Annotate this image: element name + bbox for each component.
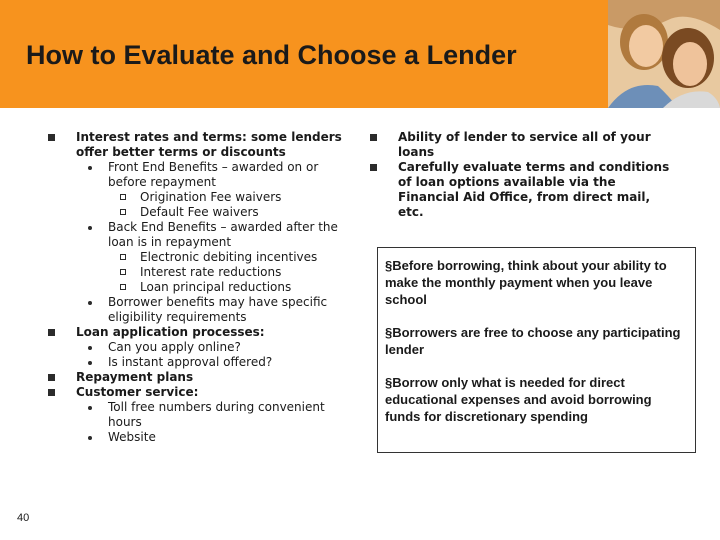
dot-bullet-icon [88,361,92,365]
tip-paragraph: §Before borrowing, think about your ability to make the monthly payment when you leave school [385,258,667,307]
square-bullet-icon [48,134,55,141]
sub-bullet [76,400,348,430]
detail-bullet [108,280,348,295]
sub-bullet-text: Can you apply online? [108,340,241,354]
dot-bullet-icon [88,301,92,305]
detail-bullet [108,265,348,280]
left-bullet-column [48,130,348,445]
bullet-text: Interest rates and terms: some lenders offer better terms or discounts [76,130,342,159]
sub-bullet-text: Borrower benefits may have specific eligibility requirements [108,295,328,324]
slide-title: How to Evaluate and Choose a Lender [26,40,517,70]
tip-paragraph: §Borrow only what is needed for direct educational expenses and avoid borrowing funds for discretionary spending [385,375,652,424]
sub-bullet [76,340,348,355]
square-bullet-icon [48,374,55,381]
dot-bullet-icon [88,226,92,230]
bullet-application-processes [48,325,348,370]
detail-text: Origination Fee waivers [140,190,282,204]
sub-bullet-eligibility [76,295,348,325]
square-bullet-icon [48,389,55,396]
sub-bullet-text: Front End Benefits – awarded on or before repayment [108,160,319,189]
detail-bullet [108,190,348,205]
detail-bullet [108,205,348,220]
box-bullet-icon [120,194,126,200]
detail-text: Interest rate reductions [140,265,282,279]
bullet-text: Loan application processes: [76,325,265,339]
dot-bullet-icon [88,166,92,170]
sub-bullet [76,355,348,370]
detail-text: Loan principal reductions [140,280,292,294]
detail-bullet [108,250,348,265]
sub-bullet-text: Back End Benefits – awarded after the loan is in repayment [108,220,338,249]
students-photo [608,0,720,108]
bullet-text: Ability of lender to service all of your loans [398,130,651,159]
square-bullet-icon [370,164,377,171]
detail-text: Electronic debiting incentives [140,250,318,264]
bullet-evaluate-terms [370,160,670,220]
title-banner [0,0,720,108]
box-bullet-icon [120,269,126,275]
square-bullet-icon [48,329,55,336]
tip-paragraph: §Borrowers are free to choose any participating lender [385,325,681,357]
sub-bullet-text: Is instant approval offered? [108,355,273,369]
tips-textbox [377,247,696,453]
box-bullet-icon [120,209,126,215]
bullet-ability-to-service [370,130,670,160]
page-number: 40 [17,512,30,524]
dot-bullet-icon [88,346,92,350]
bullet-customer-service [48,385,348,445]
bullet-repayment-plans [48,370,348,385]
students-photo-image [608,0,720,108]
sub-bullet-text: Website [108,430,156,444]
square-bullet-icon [370,134,377,141]
sub-bullet-back-end [76,220,348,295]
sub-bullet [76,430,348,445]
detail-text: Default Fee waivers [140,205,259,219]
sub-bullet-text: Toll free numbers during convenient hours [108,400,325,429]
bullet-text: Carefully evaluate terms and conditions of loan options available via the Financial Aid Office, from direct mail, etc. [398,160,670,219]
dot-bullet-icon [88,436,92,440]
bullet-text: Customer service: [76,385,199,399]
box-bullet-icon [120,254,126,260]
right-bullet-column [370,130,670,220]
dot-bullet-icon [88,406,92,410]
box-bullet-icon [120,284,126,290]
sub-bullet-front-end [76,160,348,220]
bullet-interest-rates [48,130,348,325]
bullet-text: Repayment plans [76,370,194,384]
